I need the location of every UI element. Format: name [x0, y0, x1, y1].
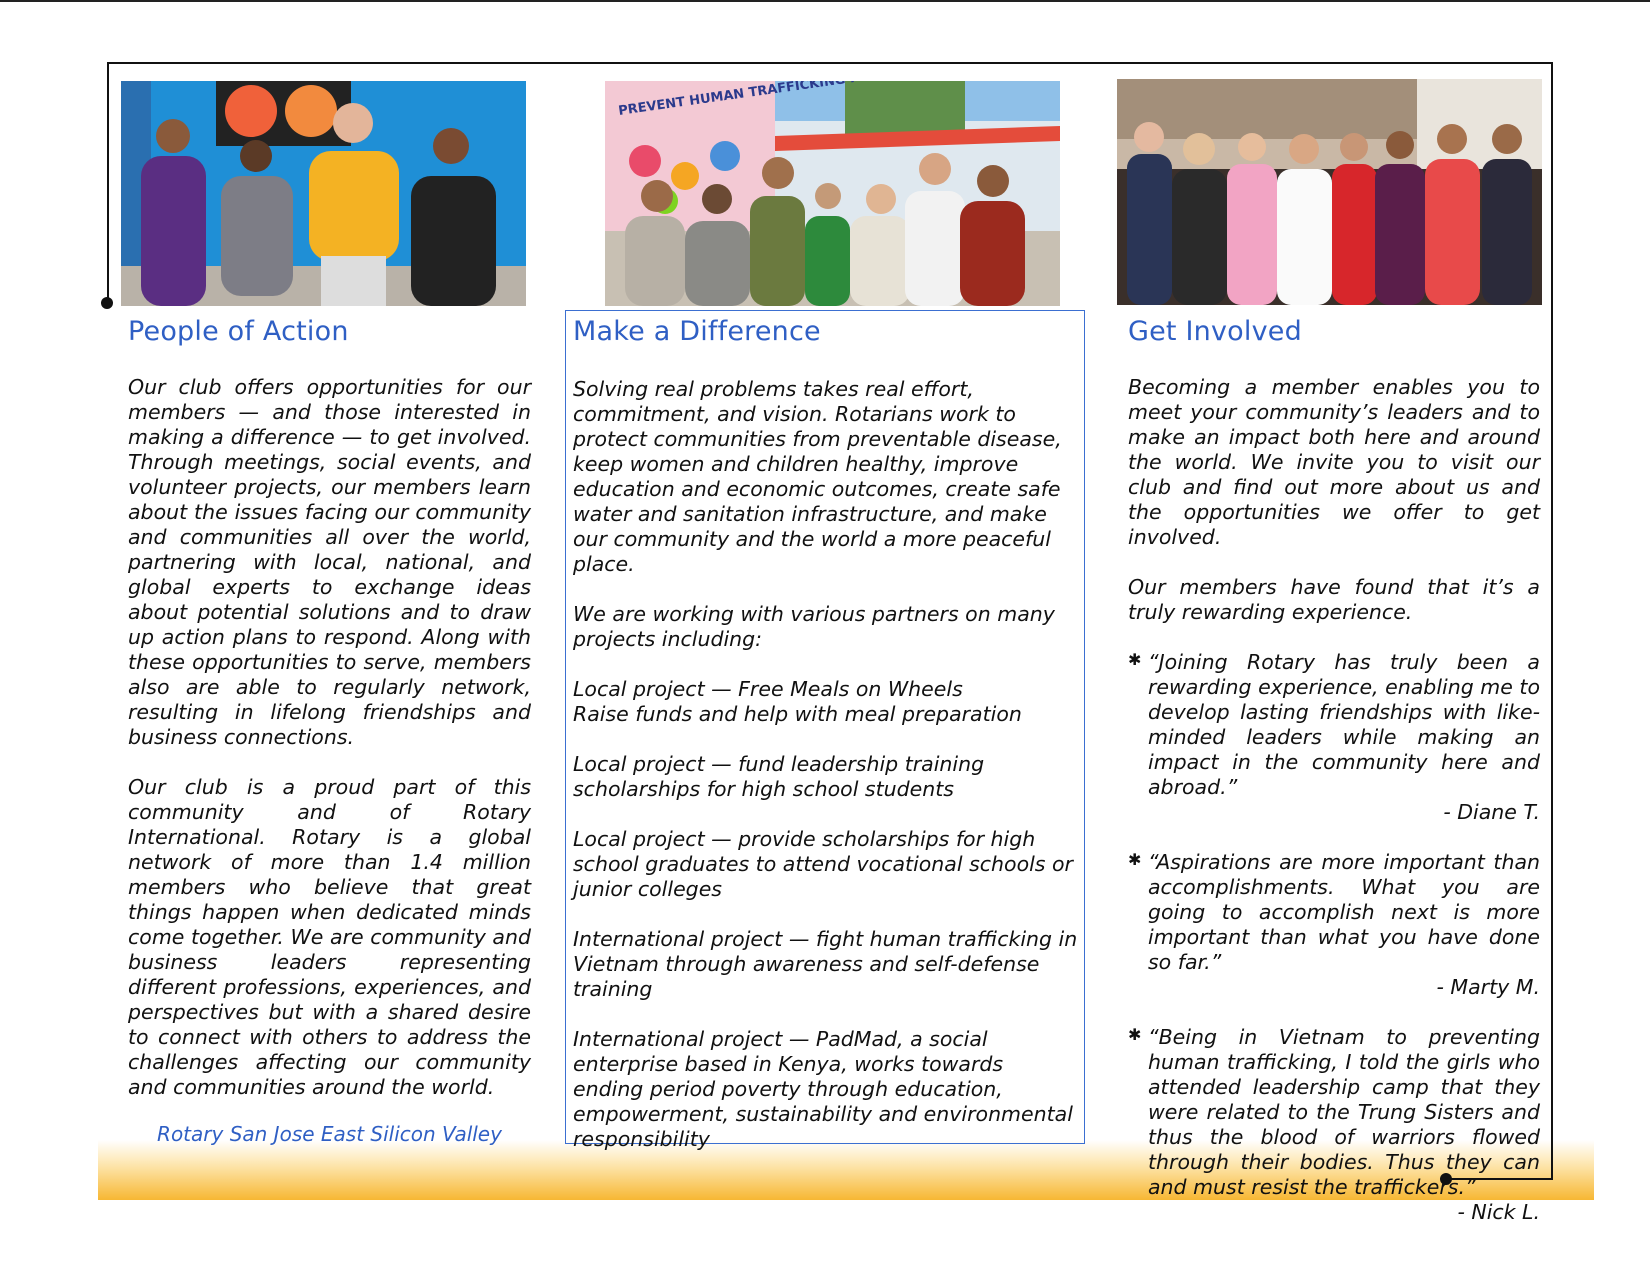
quote-text: “Aspirations are more important than accomplishments. What you are going to accomplish next is more important than what you have done so far.” [1148, 850, 1540, 974]
frame-right-line [1551, 62, 1553, 1180]
quote-author: - Nick L. [1457, 1200, 1540, 1224]
frame-dot-left [101, 297, 113, 309]
right-paragraph-1: Becoming a member enables you to meet your community’s leaders and to make an impact both here and around the world. We invite you to visit our club and find out more about us and the opportunities we offer to get involved. [1128, 375, 1540, 549]
project-item: Local project — Free Meals on Wheels Raise funds and help with meal preparation [573, 677, 1022, 726]
project-item: International project — fight human trafficking in Vietnam through awareness and self-defense training [573, 927, 1078, 1001]
asterisk-bullet-icon: ✱ [1128, 850, 1142, 869]
asterisk-bullet-icon: ✱ [1128, 650, 1142, 669]
project-item: International project — PadMad, a social enterprise based in Kenya, works towards ending period poverty through education, empowerment, sustainability and environmental responsibility [573, 1027, 1073, 1151]
quote-author: - Marty M. [1436, 975, 1540, 999]
heading-make-a-difference: Make a Difference [573, 316, 821, 347]
column-get-involved [1128, 316, 1540, 1225]
asterisk-bullet-icon: ✱ [1128, 1025, 1142, 1044]
left-paragraph-1: Our club offers opportunities for our members — and those interested in making a difference — to get involved. Through meetings, social events, and volunteer projects, our members learn about the issues facing our community and communities all over the world, partnering with local, national, and global experts to exchange ideas about potential solutions and to draw up action plans to respond. Along with these opportunities to serve, members also are able to regularly network, resulting in lifelong friendships and business connections. [128, 375, 531, 749]
frame-top-line [107, 62, 1552, 64]
testimonial-quote [1128, 650, 1540, 825]
photo-get-involved [1117, 79, 1542, 305]
testimonial-quote [1128, 850, 1540, 1000]
photo-people-of-action [121, 81, 526, 306]
photo-make-a-difference [605, 81, 1060, 306]
heading-people-of-action: People of Action [128, 316, 349, 347]
right-paragraph-2: Our members have found that it’s a truly rewarding experience. [1128, 575, 1540, 624]
left-paragraph-2: Our club is a proud part of this community and of Rotary International. Rotary is a global network of more than 1.4 million members who believe that great things happen when dedicated minds come together. We are community and business leaders representing different professions, experiences, and perspectives but with a shared desire to connect with others to address the challenges affecting our community and communities around the world. [128, 775, 531, 1099]
column-make-a-difference [573, 316, 1079, 1152]
banner-text: PREVENT HUMAN TRAFFICKING [617, 81, 847, 119]
quote-text: “Joining Rotary has truly been a rewarding experience, enabling me to develop lasting friendships with like-minded leaders while making an impact in the community here and abroad.” [1148, 650, 1540, 799]
project-item: Local project — provide scholarships for high school graduates to attend vocational schools or junior colleges [573, 827, 1073, 901]
middle-paragraph-2: We are working with various partners on many projects including: [573, 602, 1055, 651]
frame-left-line [107, 62, 109, 304]
column-people-of-action [128, 316, 531, 1146]
top-rule [0, 0, 1650, 2]
middle-paragraph-1: Solving real problems takes real effort, commitment, and vision. Rotarians work to protect communities from preventable disease, keep women and children healthy, improve education and economic outcomes, create safe water and sanitation infrastructure, and make our community and the world a more peaceful place. [573, 377, 1062, 576]
project-item: Local project — fund leadership training scholarships for high school students [573, 752, 985, 801]
quote-author: - Diane T. [1443, 800, 1540, 824]
club-signature: Rotary San Jose East Silicon Valley [157, 1122, 502, 1146]
heading-get-involved: Get Involved [1128, 316, 1302, 347]
testimonial-quote [1128, 1025, 1540, 1225]
quote-text: “Being in Vietnam to preventing human trafficking, I told the girls who attended leadership camp that they were related to the Trung Sisters and thus the blood of warriors flowed through their bodies. Thus they can and must resist the traffickers.” [1148, 1025, 1540, 1199]
